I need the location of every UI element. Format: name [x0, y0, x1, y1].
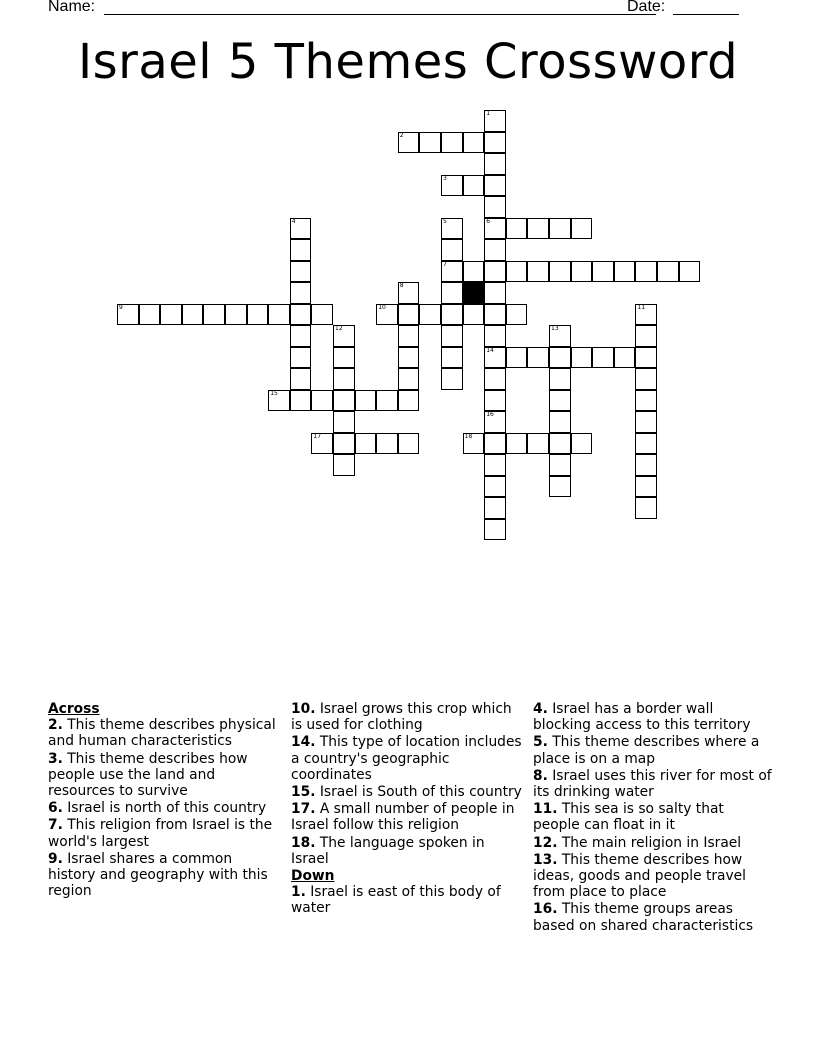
clue-text: Israel is east of this body of water	[291, 884, 501, 917]
crossword-cell[interactable]	[484, 325, 506, 347]
clue-across-7	[48, 817, 280, 849]
clue-text: The main religion in Israel	[561, 834, 742, 851]
cell-number: 17	[313, 432, 322, 440]
clues-column-3	[533, 701, 773, 935]
down-heading: Down	[291, 868, 335, 885]
crossword-cell[interactable]	[441, 132, 463, 154]
clue-number: 14.	[291, 734, 316, 751]
crossword-cell[interactable]	[290, 325, 312, 347]
crossword-cell[interactable]	[614, 261, 636, 283]
crossword-cell[interactable]	[311, 390, 333, 412]
clue-down-12	[533, 835, 773, 851]
crossword-cell[interactable]	[463, 175, 485, 197]
crossword-cell[interactable]	[484, 304, 506, 326]
crossword-cell[interactable]	[247, 304, 269, 326]
crossword-cell[interactable]	[203, 304, 225, 326]
clue-text: A small number of people in Israel follow this religion	[291, 801, 515, 834]
crossword-cell[interactable]	[376, 433, 398, 455]
clue-text: This theme describes how people use the land and resources to survive	[48, 750, 248, 800]
cell-number: 13	[551, 325, 559, 332]
crossword-cell[interactable]	[506, 433, 528, 455]
crossword-cell[interactable]	[419, 304, 441, 326]
crossword-cell[interactable]	[484, 497, 506, 519]
crossword-cell[interactable]	[592, 347, 614, 369]
crossword-cell[interactable]	[441, 304, 463, 326]
cell-number: 9	[119, 303, 123, 311]
crossword-cell[interactable]	[333, 454, 355, 476]
cell-number: 3	[443, 174, 447, 182]
crossword-cell[interactable]	[419, 132, 441, 154]
crossword-cell[interactable]	[484, 239, 506, 261]
crossword-cell[interactable]	[398, 132, 420, 154]
name-label: Name:	[48, 0, 96, 15]
crossword-cell[interactable]	[290, 239, 312, 261]
crossword-cell[interactable]	[484, 433, 506, 455]
crossword-cell[interactable]	[290, 218, 312, 240]
crossword-cell[interactable]	[441, 347, 463, 369]
clue-down-8	[533, 768, 773, 800]
crossword-cell[interactable]	[398, 390, 420, 412]
crossword-cell[interactable]	[635, 347, 657, 369]
clue-number: 8.	[533, 767, 548, 784]
clue-across-10	[291, 701, 523, 733]
crossword-cell[interactable]	[441, 261, 463, 283]
crossword-cell[interactable]	[635, 497, 657, 519]
clue-text: Israel is South of this country	[319, 784, 522, 801]
crossword-cell[interactable]	[333, 347, 355, 369]
cell-number: 11	[637, 303, 646, 311]
clue-number: 3.	[48, 750, 63, 767]
crossword-cell[interactable]	[549, 368, 571, 390]
clue-number: 10.	[291, 701, 316, 717]
clue-number: 1.	[291, 884, 306, 901]
crossword-cell[interactable]	[506, 218, 528, 240]
crossword-cell[interactable]	[441, 282, 463, 304]
clue-text: This religion from Israel is the world's largest	[48, 817, 273, 850]
crossword-cell[interactable]	[484, 411, 506, 433]
crossword-cell[interactable]	[355, 433, 377, 455]
across-heading: Across	[48, 701, 100, 717]
crossword-cell[interactable]	[635, 476, 657, 498]
crossword-cell[interactable]	[268, 304, 290, 326]
crossword-cell[interactable]	[635, 261, 657, 283]
cell-number: 16	[486, 411, 494, 418]
clue-number: 18.	[291, 834, 316, 851]
clue-text: This theme describes where a place is on a map	[533, 734, 760, 767]
crossword-cell[interactable]	[398, 433, 420, 455]
crossword-cell[interactable]	[290, 261, 312, 283]
crossword-cell[interactable]	[290, 368, 312, 390]
crossword-cell[interactable]	[484, 132, 506, 154]
crossword-cell[interactable]	[398, 347, 420, 369]
crossword-cell[interactable]	[484, 175, 506, 197]
crossword-cell[interactable]	[398, 368, 420, 390]
crossword-cell[interactable]	[484, 218, 506, 240]
clue-number: 13.	[533, 851, 558, 868]
crossword-cell[interactable]	[635, 411, 657, 433]
crossword-cell[interactable]	[549, 454, 571, 476]
crossword-cell[interactable]	[117, 304, 139, 326]
clue-number: 6.	[48, 800, 63, 817]
clues-column-1	[48, 701, 280, 900]
crossword-cell[interactable]	[441, 368, 463, 390]
crossword-cell[interactable]	[571, 218, 593, 240]
crossword-cell[interactable]	[484, 390, 506, 412]
crossword-cell[interactable]	[484, 519, 506, 541]
crossword-cell[interactable]	[484, 196, 506, 218]
crossword-cell[interactable]	[571, 261, 593, 283]
crossword-cell[interactable]	[225, 304, 247, 326]
clue-number: 5.	[533, 734, 548, 751]
crossword-cell[interactable]	[527, 218, 549, 240]
clue-text: Israel shares a common history and geography with this region	[48, 850, 268, 900]
clue-number: 7.	[48, 817, 63, 834]
clue-number: 12.	[533, 834, 558, 851]
cell-number: 12	[335, 325, 343, 332]
crossword-cell[interactable]	[484, 368, 506, 390]
crossword-cell[interactable]	[484, 261, 506, 283]
clue-number: 17.	[291, 801, 316, 818]
clue-across-3	[48, 751, 280, 800]
crossword-cell[interactable]	[635, 433, 657, 455]
clue-down-16	[533, 901, 773, 933]
clue-number: 15.	[291, 784, 316, 801]
crossword-cell[interactable]	[484, 476, 506, 498]
clue-text: This sea is so salty that people can float in it	[533, 801, 724, 834]
clue-text: Israel has a border wall blocking access to this territory	[533, 701, 751, 734]
cell-number: 2	[399, 131, 404, 139]
crossword-cell[interactable]	[463, 433, 485, 455]
crossword-cell[interactable]	[657, 261, 679, 283]
crossword-cell[interactable]	[333, 433, 355, 455]
crossword-cell[interactable]	[635, 325, 657, 347]
crossword-cell[interactable]	[571, 347, 593, 369]
crossword-cell[interactable]	[333, 411, 355, 433]
page-title: Israel 5 Themes Crossword	[77, 34, 739, 90]
crossword-cell[interactable]	[160, 304, 182, 326]
clue-text: This theme groups areas based on shared characteristics	[533, 901, 754, 934]
crossword-cell[interactable]	[506, 304, 528, 326]
crossword-cell[interactable]	[506, 347, 528, 369]
crossword-cell[interactable]	[506, 261, 528, 283]
crossword-cell[interactable]	[635, 368, 657, 390]
clue-down-4	[533, 701, 773, 733]
crossword-cell[interactable]	[635, 390, 657, 412]
crossword-cell[interactable]	[441, 325, 463, 347]
crossword-cell[interactable]	[355, 390, 377, 412]
crossword-cell[interactable]	[268, 390, 290, 412]
cell-number: 18	[464, 432, 473, 440]
clue-text: This theme describes how ideas, goods and people travel from place to place	[533, 851, 746, 901]
crossword-cell[interactable]	[463, 132, 485, 154]
clue-number: 4.	[533, 701, 548, 717]
crossword-cell[interactable]	[311, 433, 333, 455]
clue-number: 11.	[533, 801, 558, 818]
crossword-cell[interactable]	[679, 261, 701, 283]
crossword-cell[interactable]	[635, 304, 657, 326]
cell-number: 7	[443, 260, 447, 268]
clue-text: Israel uses this river for most of its drinking water	[533, 767, 772, 801]
crossword-cell[interactable]	[614, 347, 636, 369]
clue-number: 2.	[48, 717, 63, 734]
cell-number: 1	[486, 110, 491, 117]
clues-column-2	[291, 701, 523, 918]
crossword-cell[interactable]	[441, 175, 463, 197]
cell-number: 15	[270, 389, 278, 397]
crossword-cell[interactable]	[333, 390, 355, 412]
crossword-cell[interactable]	[290, 390, 312, 412]
crossword-cell[interactable]	[463, 304, 485, 326]
crossword-cell[interactable]	[549, 476, 571, 498]
clue-across-15	[291, 784, 523, 800]
crossword-cell[interactable]	[549, 390, 571, 412]
crossword-cell[interactable]	[549, 433, 571, 455]
cell-number: 4	[291, 217, 296, 225]
blocked-cell	[463, 282, 485, 304]
clue-across-6	[48, 800, 280, 816]
clue-across-9	[48, 851, 280, 900]
clue-down-11	[533, 801, 773, 833]
clue-text: The language spoken in Israel	[291, 834, 485, 867]
clue-text: This type of location includes a country's geographic coordinates	[291, 734, 522, 783]
crossword-cell[interactable]	[333, 368, 355, 390]
crossword-cell[interactable]	[398, 282, 420, 304]
crossword-cell[interactable]	[376, 390, 398, 412]
clue-across-18	[291, 835, 523, 867]
crossword-cell[interactable]	[527, 347, 549, 369]
cell-number: 6	[486, 217, 491, 225]
date-label: Date:	[627, 0, 666, 15]
clue-across-17	[291, 801, 523, 833]
crossword-cell[interactable]	[592, 261, 614, 283]
crossword-cell[interactable]	[527, 261, 549, 283]
cell-number: 14	[486, 346, 494, 354]
crossword-cell[interactable]	[290, 347, 312, 369]
crossword-cell[interactable]	[398, 304, 420, 326]
crossword-cell[interactable]	[290, 304, 312, 326]
crossword-cell[interactable]	[549, 261, 571, 283]
clue-down-1	[291, 884, 523, 916]
crossword-cell[interactable]	[549, 325, 571, 347]
clue-text: Israel grows this crop which is used for clothing	[291, 701, 512, 734]
crossword-cell[interactable]	[484, 454, 506, 476]
crossword-cell[interactable]	[333, 325, 355, 347]
crossword-cell[interactable]	[549, 218, 571, 240]
crossword-cell[interactable]	[549, 411, 571, 433]
crossword-cell[interactable]	[441, 239, 463, 261]
clue-across-2	[48, 717, 280, 749]
crossword-cell[interactable]	[571, 433, 593, 455]
cell-number: 8	[399, 282, 404, 289]
crossword-cell[interactable]	[182, 304, 204, 326]
crossword-cell[interactable]	[484, 347, 506, 369]
clue-text: This theme describes physical and human characteristics	[48, 717, 276, 750]
crossword-cell[interactable]	[484, 153, 506, 175]
clue-down-13	[533, 852, 773, 901]
crossword-cell[interactable]	[484, 282, 506, 304]
crossword-cell[interactable]	[527, 433, 549, 455]
crossword-cell[interactable]	[139, 304, 161, 326]
crossword-cell[interactable]	[398, 325, 420, 347]
clue-number: 9.	[48, 850, 63, 867]
crossword-cell[interactable]	[290, 282, 312, 304]
crossword-cell[interactable]	[376, 304, 398, 326]
clue-down-5	[533, 734, 773, 766]
clue-number: 16.	[533, 901, 558, 918]
cell-number: 5	[443, 217, 447, 225]
cell-number: 10	[378, 303, 386, 311]
crossword-cell[interactable]	[484, 110, 506, 132]
crossword-cell[interactable]	[635, 454, 657, 476]
clue-text: Israel is north of this country	[67, 800, 267, 817]
crossword-cell[interactable]	[549, 347, 571, 369]
crossword-cell[interactable]	[441, 218, 463, 240]
crossword-cell[interactable]	[311, 304, 333, 326]
crossword-cell[interactable]	[463, 261, 485, 283]
clue-across-14	[291, 734, 523, 783]
